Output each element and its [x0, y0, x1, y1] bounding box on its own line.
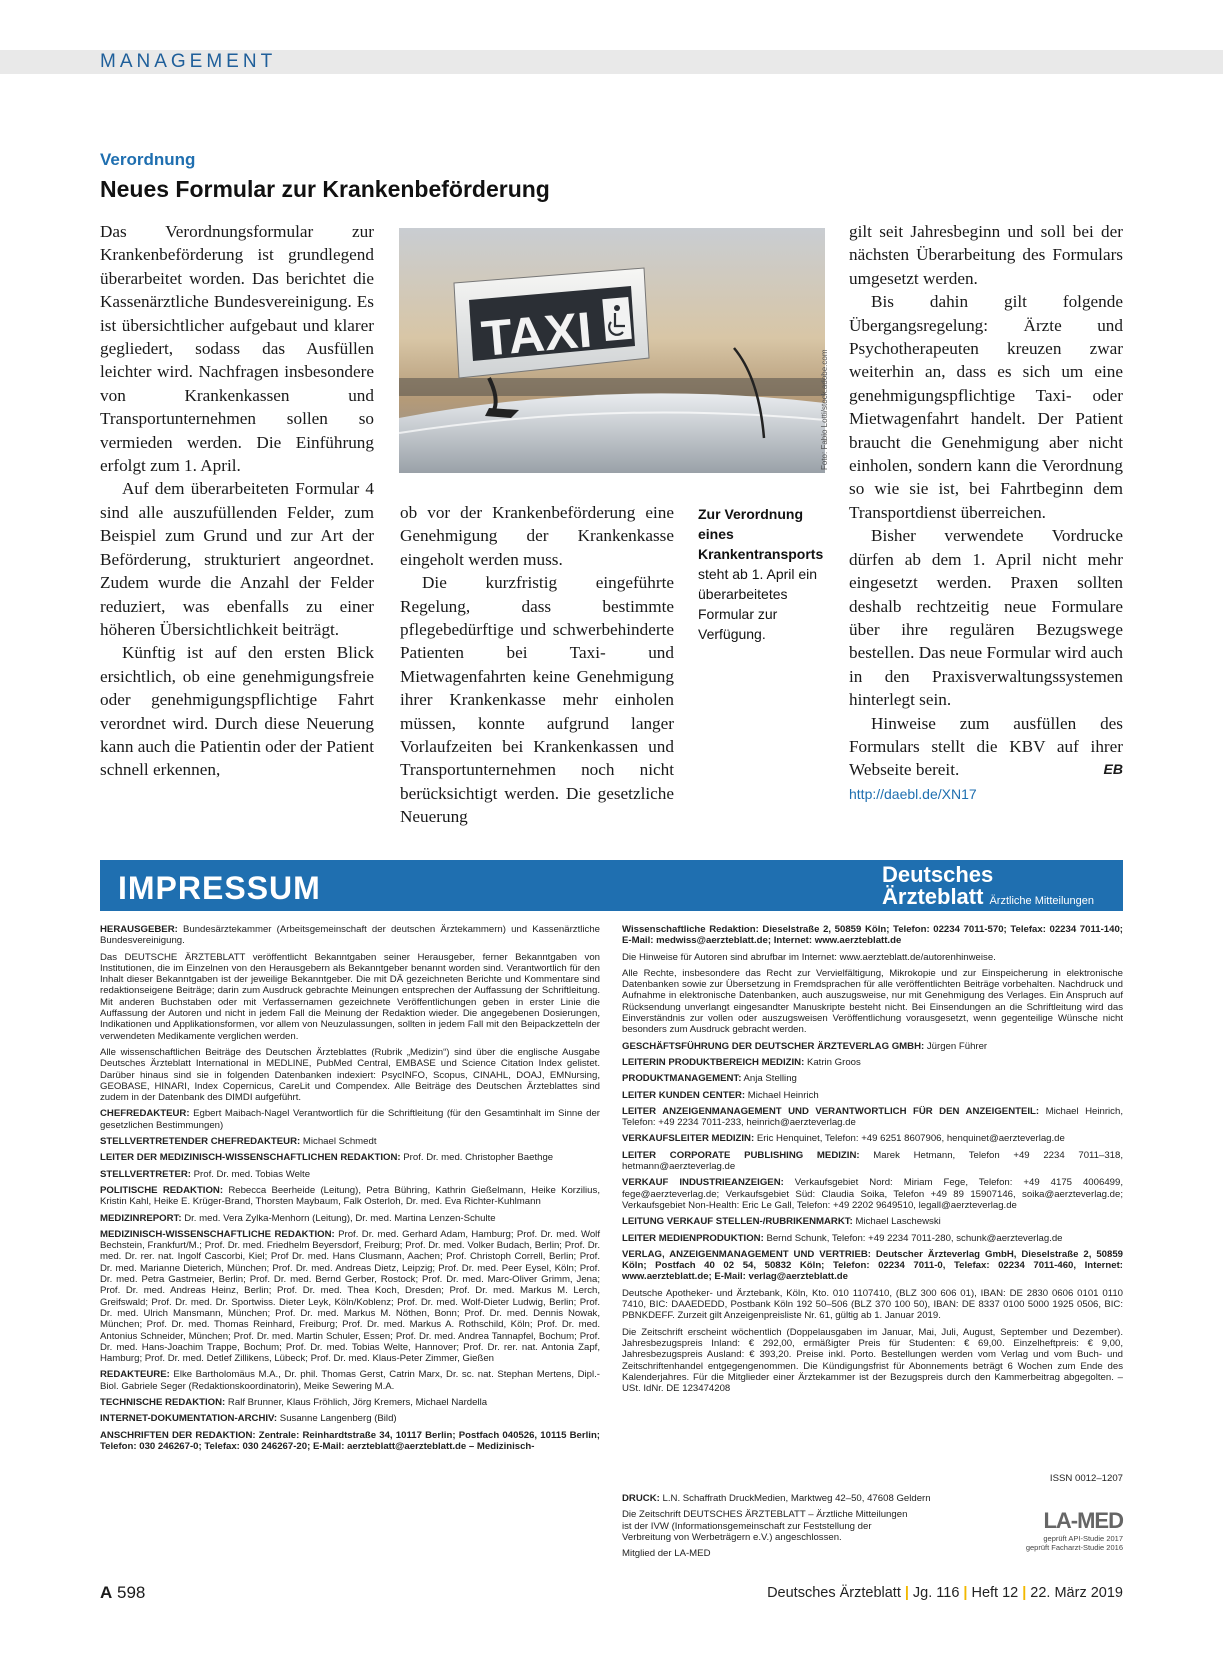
impressum-banner: [100, 860, 1123, 911]
impressum-entry: [622, 1216, 1123, 1227]
impressum-label: Wissenschaftliche Redaktion: Dieselstraße 2, 50859 Köln; Telefon: 02234 7011-570; Telefax: 02234 7011-140; E-Mail: medwiss@aerzteblatt.de; Internet: www.aerzteblatt.de: [622, 924, 1123, 947]
impressum-text: Dr. med. Vera Zylka-Menhorn (Leitung), Dr. med. Martina Lenzen-Schulte: [181, 1212, 496, 1224]
article-column-1: [100, 220, 374, 782]
impressum-text: Prof. Dr. med. Gerhard Adam, Hamburg; Prof. Dr. med. Wolf Bechstein, Frankfurt/M.; Prof. Dr. med. Friedhelm Beyersdorf, Freiburg; Prof. Dr. med. Volker Budach, Berlin; Prof. Dr. med. Dr. rer. nat. Ingolf Cascorbi, Kiel; Prof Dr. med. Hans Clusmann, Aachen; Prof. Christoph Correll, Berlin; Prof. Dr. med. Marianne Dieterich, München; Prof. Dr. med. Andreas Dietz, Leipzig; Prof. Dr. med. Peer Eysel, Köln; Prof. Dr. med. Petra Gastmeier, Berlin; Prof. Dr. med. Bernd Gerber, Rostock; Prof. Dr. med. Marc-Oliver Grimm, Jena; Prof. Dr. med. Andreas Heinz, Berlin; Prof. Dr. med. Thea Koch, Dresden; Prof. Dr. med. Markus M. Lerch, Greifswald; Prof. Dr. med. Dr. Sportwiss. Dieter Leyk, Köln/Koblenz; Prof. Dr. med. Wolf-Dieter Ludwig, Berlin; Prof. Dr. med. Ulrich Mansmann, München; Prof. Dr. med. Markus M. Nöthen, Bonn; Prof. Dr. med. Dennis Nowak, München; Prof. Dr. med. Thomas Reinhard, Freiburg; Prof. Dr. med. Markus A. Rothschild, Köln; Prof. Dr. med. Antonius Schneider, München; Prof. Dr. med. Martin Schuler, Essen; Prof. Dr. med. Andrea Tannapfel, Bochum; Prof. Dr. med. Hans-Joachim Trappe, Bochum; Prof. Dr. med. Tobias Welte, Hannover; Prof. Dr. rer. nat. Antonia Zapf, Hamburg; Prof. Dr. med. Detlef Zillikens, Lübeck; Prof. Dr. med. Klaus-Peter Zimmer, Gießen: [100, 1228, 600, 1365]
article-link[interactable]: http://daebl.de/XN17: [849, 785, 977, 802]
impressum-entry: [622, 1133, 1123, 1144]
impressum-entry: [100, 924, 600, 947]
druck-text: L.N. Schaffrath DruckMedien, Marktweg 42–50, 47608 Geldern: [659, 1493, 931, 1504]
impressum-entry: [622, 1090, 1123, 1101]
druck-label: DRUCK:: [622, 1493, 660, 1504]
impressum-label: INTERNET-DOKUMENTATION-ARCHIV:: [100, 1413, 278, 1425]
impressum-text: Verkaufsgebiet Nord: Miriam Fege, Telefon: +49 4175 4006499, fege@aerzteverlag.de; Verkaufsgebiet Süd: Claudia Soika, Telefon +49 89 15907146, soika@aerzteverlag.de; Verkaufsgebiet Non-Health: Eric Le Gall, Telefon: +49 2202 9649510, legall@aerzteverlag.de: [622, 1177, 1123, 1211]
impressum-text: Michael Schmedt: [300, 1136, 377, 1148]
impressum-text: Michael Heinrich: [745, 1089, 819, 1101]
impressum-label: VERKAUF INDUSTRIEANZEIGEN:: [622, 1177, 784, 1189]
article-column-3: [849, 220, 1123, 806]
impressum-entry: [100, 1047, 600, 1103]
impressum-right-column: [622, 924, 1123, 1399]
impressum-entry: [622, 1249, 1123, 1283]
impressum-label: LEITERIN PRODUKTBEREICH MEDIZIN:: [622, 1056, 805, 1068]
impressum-text: Deutsche Apotheker- und Ärztebank, Köln, Kto. 010 1107410, (BLZ 300 606 01), IBAN: DE 2830 0606 0101 0110 7410, BIC: DAAEDEDD, Postbank Köln 192 50–506 (BLZ 370 100 50), IBAN: DE 8337 0100 5000 1925 0506, BIC: PBNKDEFF. Zurzeit gilt Anzeigenpreisliste Nr. 61, gültig ab 1. Januar 2019.: [622, 1287, 1123, 1322]
impressum-label: STELLVERTRETENDER CHEFREDAKTEUR:: [100, 1136, 301, 1148]
impressum-label: VERKAUFSLEITER MEDIZIN:: [622, 1133, 755, 1145]
impressum-label: HERAUSGEBER:: [100, 924, 178, 935]
paragraph: Künftig ist auf den ersten Blick ersichtlich, ob eine genehmigungsfreie oder genehmigungspflichtige Fahrt verordnet wird. Durch diese Neuerung kann auch die Patientin oder der Patient schnell erkennen,: [100, 643, 374, 780]
impressum-label: PRODUKTMANAGEMENT:: [622, 1073, 742, 1085]
impressum-text: Das DEUTSCHE ÄRZTEBLATT veröffentlicht Bekanntgaben seiner Herausgeber, ferner Bekanntgaben von Institutionen, die im Einzelnen von den Herausgebern als Bekanntgeber benannt worden sind. Verantwortlich für den Inhalt dieser Bekanntgaben ist der jeweilige Bekanntgeber. Die mit DÄ gezeichneten Berichte und Kommentare sind redaktionseigene Beiträge; darin zum Ausdruck gebrachte Meinungen entsprechen der Auffassung der Schriftleitung. Mit anderen Buchstaben oder mit Verfassernamen gezeichnete Veröffentlichungen geben in erster Linie die Auffassung der Autoren und nicht in jedem Fall die Meinung der Redaktion wieder. Die angegebenen Dosierungen, Indikationen und Applikationsformen, vor allem von Neuzulassungen, sollten in jedem Fall mit den Beipackzetteln der verwendeten Medikamente verglichen werden.: [100, 951, 600, 1042]
impressum-label: VERLAG, ANZEIGENMANAGEMENT UND VERTRIEB: Deutscher Ärzteverlag GmbH, Dieselstraße 2, 50859 Köln; Postfach 40 02 54, 50832 Köln; Telefon: 02234 7011-0, Telefax: 02234 7011-460, Internet: www.aerzteblatt.de; E-Mail: verlag@aerzteblatt.de: [622, 1248, 1123, 1283]
author-signature: EB: [1103, 761, 1123, 778]
impressum-label: ANSCHRIFTEN DER REDAKTION: Zentrale: Reinhardtstraße 34, 10117 Berlin; Postfach 040526, 10115 Berlin; Telefon: 030 246267-0; Telefax: 030 246267-20; E-Mail: aerzteblatt@aerzteblatt.de – Medizinisch-: [100, 1429, 600, 1452]
impressum-entry: [622, 1106, 1123, 1129]
impressum-text: Die Hinweise für Autoren sind abrufbar im Internet: www.aerzteblatt.de/autorenhinweise.: [622, 951, 996, 963]
article-column-2: [400, 501, 674, 829]
impressum-label: TECHNISCHE REDAKTION:: [100, 1396, 226, 1408]
impressum-label: LEITER CORPORATE PUBLISHING MEDIZIN:: [622, 1149, 860, 1161]
page-number: [100, 1583, 145, 1603]
impressum-entry: [622, 1041, 1123, 1052]
paragraph: Das Verordnungsformular zur Krankenbeförderung ist grundlegend überarbeitet worden. Das berichtet die Kassenärztliche Bundesvereinigung. Es ist übersichtlicher aufgebaut und klarer gegliedert, sodass das Ausfüllen leichter wird. Nachfragen insbesondere von Krankenkassen und Transportunternehmen sollen so vermieden werden. Die Einführung erfolgt zum 1. April.: [100, 222, 374, 476]
impressum-label: REDAKTEURE:: [100, 1369, 170, 1381]
impressum-entry: [100, 1213, 600, 1224]
journal-logo: [882, 864, 1094, 912]
logo-line-2: Ärzteblatt: [882, 884, 984, 909]
impressum-entry: [100, 1108, 600, 1131]
logo-subtitle: Ärztliche Mitteilungen: [989, 895, 1095, 907]
impressum-text: Die Zeitschrift erscheint wöchentlich (Doppelausgaben im Januar, Mai, Juli, August, September und Dezember). Jahresbezugspreis Inland: € 292,00, ermäßigter Preis für Studenten: € 69,00. Einzelheftpreis: € 9,00, Jahresbezugspreis Ausland: € 393,20. Preise inkl. Porto. Bestellungen werden vom Verlag und vom Buch- und Zeitschriftenhandel entgegengenommen. Die Kündigungsfrist für Abonnements beträgt 6 Wochen zum Ende des Kalenderjahres. Für die Mitglieder einer Ärztekammer ist der Bezugspreis durch den Kammerbeitrag abgegolten. – USt. IdNr. DE 123474208: [622, 1326, 1123, 1395]
impressum-entry: [100, 1430, 600, 1453]
impressum-entry: [622, 1327, 1123, 1395]
impressum-text: Katrin Groos: [804, 1056, 861, 1068]
impressum-text: Bundesärztekammer (Arbeitsgemeinschaft der deutschen Ärztekammern) und Kassenärztliche Bundesvereinigung.: [100, 924, 600, 947]
impressum-text: Alle Rechte, insbesondere das Recht zur Vervielfältigung, Mikrokopie und zur Einspeicherung in elektronische Datenbanken sowie zur Übersetzung in Fremdsprachen für alle veröffentlichten Beiträge vorbehalten. Nachdruck und Aufnahme in elektronische Datenbanken, auch auszugsweise, nur mit Genehmigung des Verlages. Ein Anspruch auf Rücksendung unverlangt eingesandter Manuskripte besteht nicht. Bei Einsendungen an die Schriftleitung wird das Einverständnis zur vollen oder auszugsweisen Veröffentlichung vorausgesetzt, wenn gegenteilige Wünsche nicht besonders zum Ausdruck gebracht werden.: [622, 967, 1123, 1036]
impressum-text: Prof. Dr. med. Tobias Welte: [190, 1168, 311, 1180]
lamed-logo: [1018, 1508, 1123, 1552]
impressum-label: MEDIZINISCH-WISSENSCHAFTLICHE REDAKTION:: [100, 1228, 335, 1240]
impressum-text: Bernd Schunk, Telefon: +49 2234 7011-280, schunk@aerzteverlag.de: [763, 1232, 1063, 1244]
impressum-entry: [622, 968, 1123, 1036]
impressum-entry: [622, 924, 1123, 947]
impressum-title: IMPRESSUM: [118, 870, 321, 906]
impressum-text: Alle wissenschaftlichen Beiträge des Deutschen Ärzteblattes (Rubrik „Medizin“) sind über die englische Ausgabe Deutsches Ärzteblatt International in MEDLINE, PubMed Central, EMBASE und Science Citation Index gelistet. Darüber hinaus sind sie in folgenden Datenbanken indexiert: PsycINFO, Scopus, CINAHL, DOAJ, EMNursing, GEOBASE, HINARI, Index Copernicus, CareLit und Compendex. Alle Beiträge des Deutschen Ärzteblattes sind zudem in der Datenbank des DIMDI aufgeführt.: [100, 1046, 600, 1104]
impressum-entry: [100, 1169, 600, 1180]
impressum-entry: [622, 952, 1123, 963]
issn: ISSN 0012–1207: [1049, 1473, 1123, 1484]
link-line: [849, 782, 1123, 806]
caption-bold: Zur Verordnung eines Krankentransports: [698, 506, 824, 562]
article-headline: Neues Formular zur Krankenbeförderung: [100, 176, 550, 202]
impressum-label: MEDIZINREPORT:: [100, 1212, 182, 1224]
folio-prefix: A: [100, 1583, 113, 1602]
paragraph: Auf dem überarbeiteten Formular 4 sind alle auszufüllenden Felder, zum Beispiel zum Grund und zur Art der Beförderung, strukturiert angeordnet. Zudem wurde die Anzahl der Felder reduziert, was ebenfalls zu einer höheren Übersichtlichkeit beiträgt.: [100, 479, 374, 639]
impressum-label: GESCHÄFTSFÜHRUNG DER DEUTSCHER ÄRZTEVERLAG GMBH:: [622, 1040, 925, 1052]
impressum-text: Marek Hetmann, Telefon +49 2234 7011–318, hetmann@aerzteverlag.de: [622, 1149, 1123, 1173]
impressum-entry: [100, 1413, 600, 1424]
impressum-text: Egbert Maibach-Nagel Verantwortlich für die Schriftleitung (für den Gesamtinhalt im Sinne der gesetzlichen Bestimmungen): [100, 1108, 600, 1131]
paragraph: ob vor der Krankenbeförderung eine Genehmigung der Krankenkasse eingeholt werden muss.: [400, 503, 674, 569]
impressum-entry: [100, 1185, 600, 1208]
impressum-label: POLITISCHE REDAKTION:: [100, 1184, 224, 1196]
taxi-sign-image: [399, 228, 825, 473]
lamed-sub-1: geprüft API-Studie 2017: [1043, 1534, 1123, 1543]
lamed-sub-2: geprüft Facharzt-Studie 2016: [1025, 1543, 1123, 1552]
impressum-entry: [100, 1397, 600, 1408]
section-label: MANAGEMENT: [100, 51, 277, 72]
impressum-text: Rebecca Beerheide (Leitung), Petra Bühring, Kathrin Gießelmann, Heike Korzilius, Kristin Kahl, Heike E. Krüger-Brand, Thorsten Maybaum, Falk Osterloh, Dr. med. Eva Richter-Kuhlmann: [100, 1184, 600, 1208]
lamed-mark: LA-MED: [1043, 1508, 1123, 1533]
paragraph: Bisher verwendete Vordrucke dürfen ab dem 1. April nicht mehr eingesetzt werden. Praxen sollten deshalb rechtzeitig neue Formulare über ihre regulären Bezugswege bestellen. Das neue Formular wird auch in den Praxisverwaltungssystemen hinterlegt sein.: [849, 526, 1123, 710]
impressum-entry: [622, 1288, 1123, 1322]
footer-citation: Deutsches Ärzteblatt | Jg. 116 | Heft 12 | 22. März 2019: [767, 1585, 1123, 1601]
footer-issue: Heft 12: [971, 1585, 1019, 1601]
impressum-entry: [100, 952, 600, 1042]
logo-line-1: Deutsches: [882, 862, 994, 887]
taxi-photo: [399, 228, 825, 473]
impressum-entry: [100, 1152, 600, 1163]
article-kicker: Verordnung: [100, 150, 196, 169]
impressum-text: Elke Bartholomäus M.A., Dr. phil. Thomas Gerst, Catrin Marx, Dr. sc. nat. Stephan Mertens, Dipl.-Biol. Gabriele Seger (Redaktionskoordinatorin), Meike Sewering M.A.: [100, 1369, 600, 1392]
impressum-label: LEITER KUNDEN CENTER:: [622, 1089, 746, 1101]
paragraph-last: [849, 712, 1123, 782]
impressum-label: STELLVERTRETER:: [100, 1168, 191, 1180]
footer-volume: Jg. 116: [912, 1585, 960, 1601]
impressum-entry: [100, 1369, 600, 1392]
impressum-label: LEITER DER MEDIZINISCH-WISSENSCHAFTLICHEN REDAKTION:: [100, 1152, 401, 1164]
impressum-label: CHEFREDAKTEUR:: [100, 1108, 190, 1120]
impressum-entry: [622, 1073, 1123, 1084]
impressum-label: LEITER ANZEIGENMANAGEMENT UND VERANTWORTLICH FÜR DEN ANZEIGENTEIL:: [622, 1105, 1040, 1117]
paragraph-text: Hinweise zum ausfüllen des Formulars stellt die KBV auf ihrer Webseite bereit.: [849, 713, 1123, 780]
folio-number: 598: [117, 1583, 146, 1602]
footer-date: 22. März 2019: [1030, 1585, 1123, 1601]
photo-credit: Foto: Fabio Lotti/stock.adobe.com: [820, 349, 829, 470]
lamed-member: Mitglied der LA-MED: [622, 1548, 711, 1560]
ivw-note: Die Zeitschrift DEUTSCHES ÄRZTEBLATT – Ärztliche Mitteilungen ist der IVW (Informationsgemeinschaft zur Feststellung der Verbreitung von Werbeträgern e.V.) angeschlossen.: [622, 1509, 908, 1543]
impressum-left-column: [100, 924, 600, 1457]
footer-journal: Deutsches Ärzteblatt: [767, 1585, 901, 1601]
impressum-entry: [622, 1177, 1123, 1211]
impressum-entry: [100, 1229, 600, 1365]
impressum-label: LEITER MEDIENPRODUKTION:: [622, 1232, 764, 1244]
paragraph: Bis dahin gilt folgende Übergangsregelung: Ärzte und Psychotherapeuten kreuzen zwar weiterhin an, dass es sich um eine genehmigungspflichtige Taxi- oder Mietwagenfahrt handelt. Der Patient braucht die Genehmigung aber nicht einholen, sondern kann die Verordnung so wie sie ist, bei Fahrtbeginn dem Transportdienst überreichen.: [849, 292, 1123, 522]
impressum-text: Prof. Dr. med. Christopher Baethge: [400, 1152, 554, 1164]
impressum-text: Eric Henquinet, Telefon: +49 6251 8607906, henquinet@aerzteverlag.de: [754, 1133, 1065, 1145]
caption-text: steht ab 1. April ein überarbeitetes Formular zur Verfügung.: [698, 566, 818, 642]
impressum-text: Ralf Brunner, Klaus Fröhlich, Jörg Kremers, Michael Nardella: [225, 1396, 488, 1408]
photo-caption: [698, 504, 828, 644]
impressum-label: LEITUNG VERKAUF STELLEN-/RUBRIKENMARKT:: [622, 1216, 853, 1228]
impressum-entry: [100, 1136, 600, 1147]
paragraph: Die kurzfristig eingeführte Regelung, dass bestimmte pflegebedürftige und schwerbehinderte Patienten bei Taxi- und Mietwagenfahrten keine Genehmigung ihrer Krankenkasse mehr einholen müssen, konnte aufgrund langer Vorlaufzeiten bei Krankenkassen und Transportunternehmen noch nicht berücksichtigt werden. Die gesetzliche Neuerung: [400, 573, 674, 827]
impressum-entry: [622, 1057, 1123, 1068]
paragraph: gilt seit Jahresbeginn und soll bei der nächsten Überarbeitung des Formulars umgesetzt werden.: [849, 222, 1123, 288]
taxi-sign-text: TAXI: [479, 301, 594, 367]
impressum-text: Jürgen Führer: [924, 1040, 988, 1052]
impressum-entry: [622, 1150, 1123, 1173]
impressum-text: Anja Stelling: [741, 1073, 797, 1085]
impressum-text: Michael Laschewski: [852, 1216, 941, 1228]
impressum-entry: [622, 1233, 1123, 1244]
impressum-text: Michael Heinrich, Telefon: +49 2234 7011-233, heinrich@aerzteverlag.de: [622, 1105, 1123, 1129]
impressum-text: Susanne Langenberg (Bild): [277, 1413, 397, 1425]
